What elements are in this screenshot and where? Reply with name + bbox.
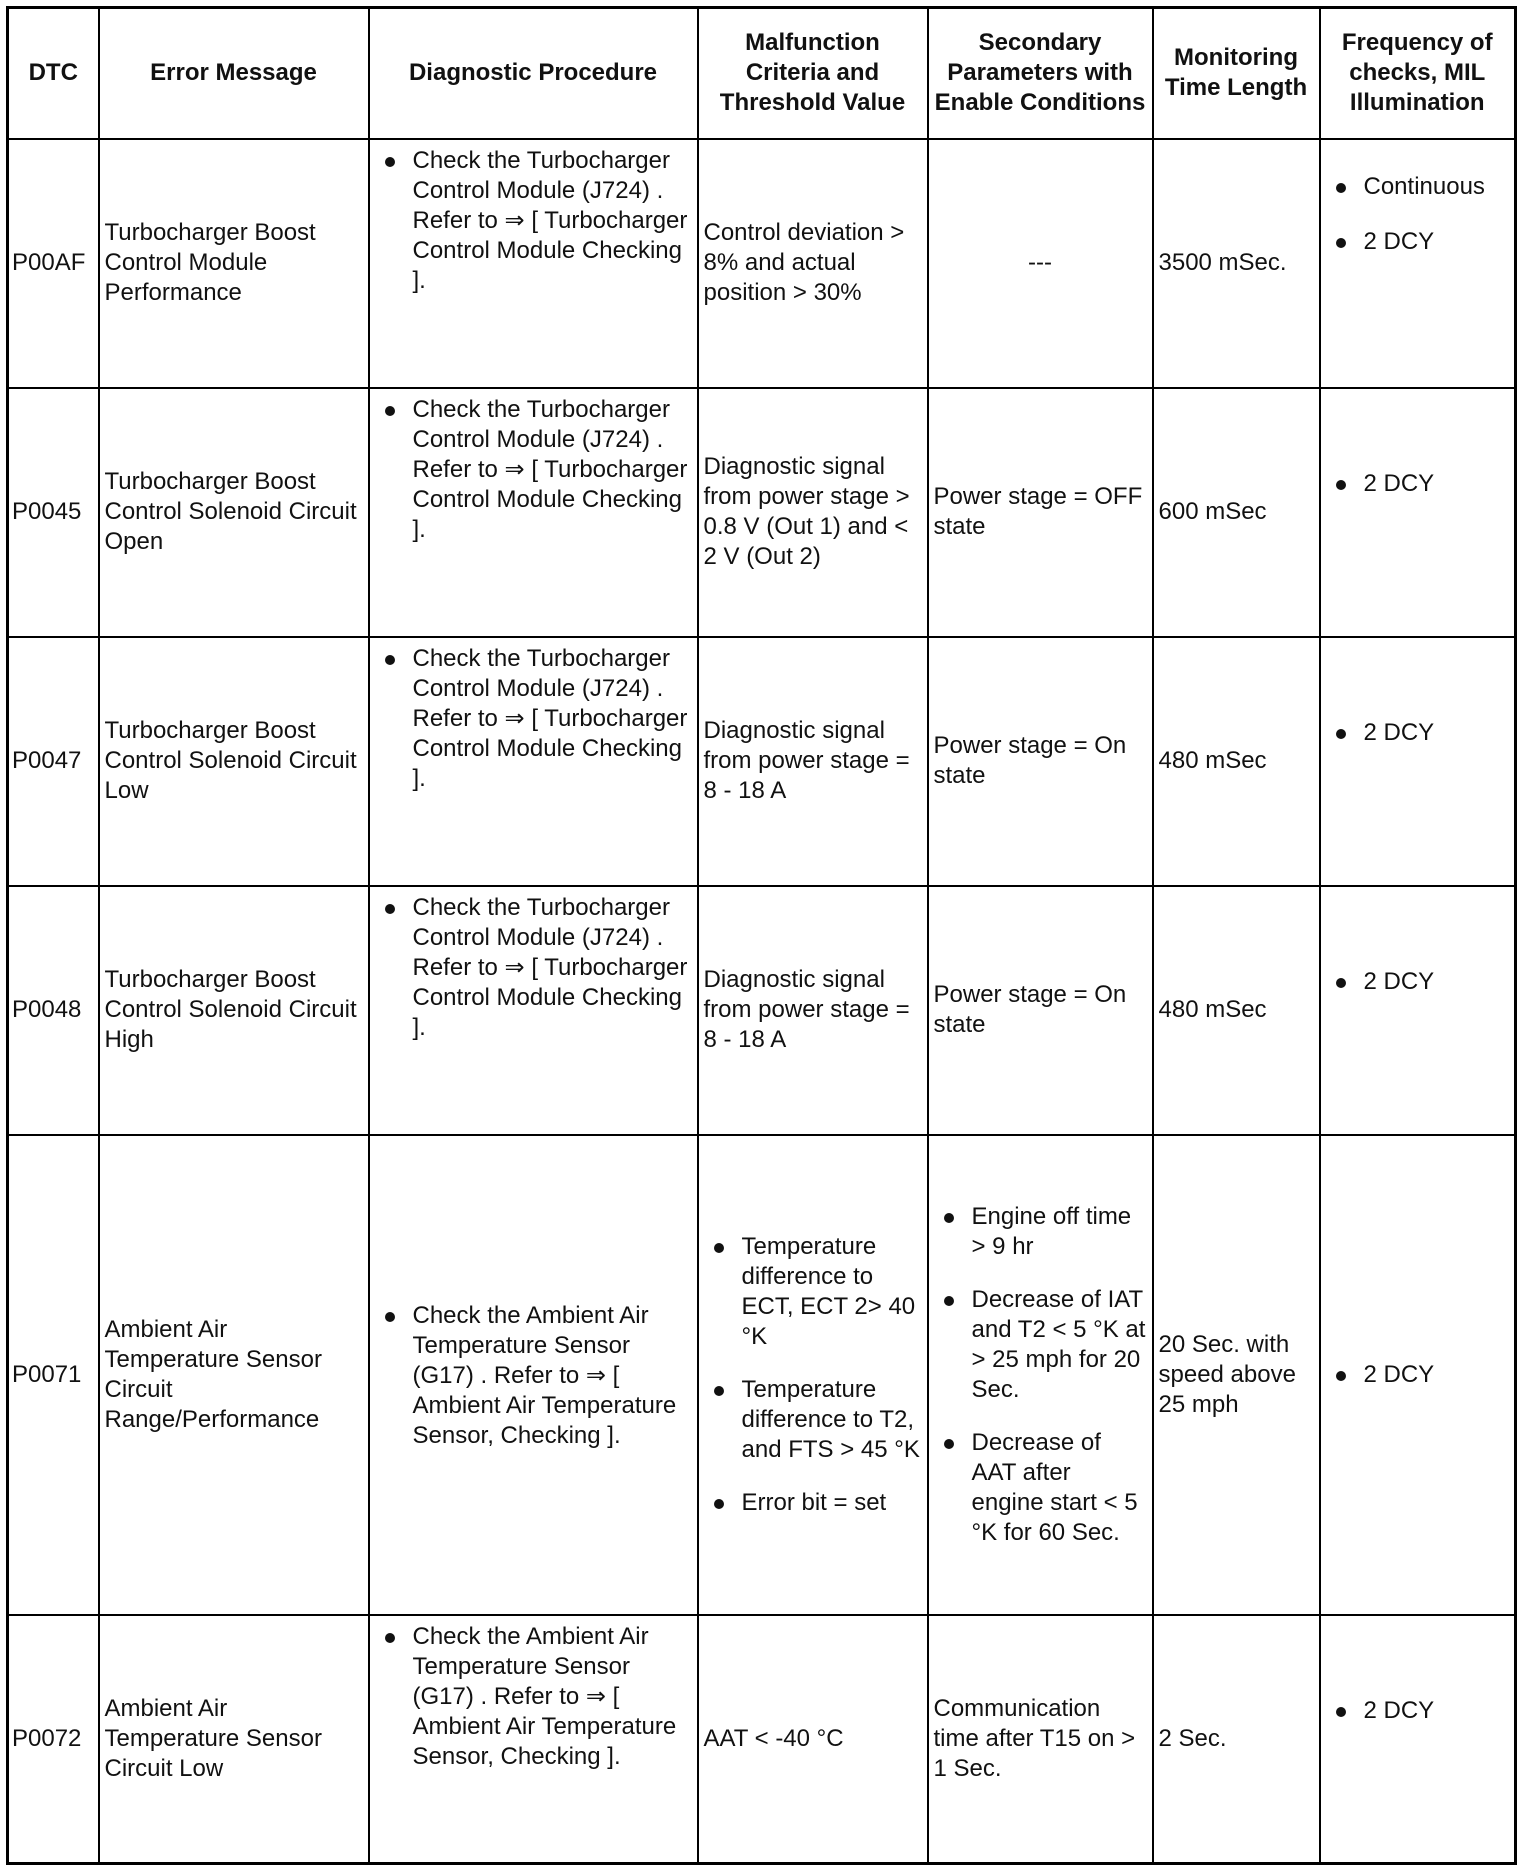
error-message: Turbocharger Boost Control Solenoid Circuit High: [99, 886, 369, 1135]
secondary-parameters: ---: [928, 139, 1153, 388]
dtc-code: P0045: [8, 388, 99, 637]
secondary-parameters: Power stage = OFF state: [928, 388, 1153, 637]
monitoring-time: 20 Sec. with speed above 25 mph: [1153, 1135, 1320, 1615]
secondary-item: Decrease of AAT after engine start < 5 °K for 60 Sec.: [934, 1428, 1147, 1548]
malfunction-criteria: AAT < -40 °C: [698, 1615, 928, 1864]
table-row: [8, 388, 1516, 637]
malfunction-criteria: Diagnostic signal from power stage = 8 - 18 A: [698, 637, 928, 886]
header-monitoring-time: Monitoring Time Length: [1153, 8, 1320, 139]
frequency: [1320, 388, 1516, 637]
frequency: [1320, 1135, 1516, 1615]
frequency-item: 2 DCY: [1326, 469, 1510, 499]
secondary-item: Engine off time > 9 hr: [934, 1202, 1147, 1262]
error-message: Ambient Air Temperature Sensor Circuit Range/Performance: [99, 1135, 369, 1615]
dtc-code: P0048: [8, 886, 99, 1135]
frequency-item: 2 DCY: [1326, 1696, 1510, 1726]
header-secondary-parameters: Secondary Parameters with Enable Conditions: [928, 8, 1153, 139]
dtc-code: P0047: [8, 637, 99, 886]
frequency-item: 2 DCY: [1326, 718, 1510, 748]
error-message: Turbocharger Boost Control Solenoid Circuit Open: [99, 388, 369, 637]
error-message: Turbocharger Boost Control Solenoid Circuit Low: [99, 637, 369, 886]
error-message: Ambient Air Temperature Sensor Circuit Low: [99, 1615, 369, 1864]
frequency: [1320, 139, 1516, 388]
diagnostic-procedure: [369, 1135, 698, 1615]
frequency-item: Continuous: [1326, 172, 1510, 202]
monitoring-time: 480 mSec: [1153, 637, 1320, 886]
diagnostic-procedure: [369, 637, 698, 886]
table-row: [8, 1615, 1516, 1864]
diagnostic-procedure: [369, 1615, 698, 1864]
procedure-item: Check the Turbocharger Control Module (J724) . Refer to ⇒ [ Turbocharger Control Module Checking ].: [375, 395, 692, 545]
monitoring-time: 600 mSec: [1153, 388, 1320, 637]
malfunction-criteria: [698, 1135, 928, 1615]
table-row: [8, 139, 1516, 388]
malfunction-item: Temperature difference to ECT, ECT 2> 40 °K: [704, 1232, 922, 1352]
malfunction-criteria: Diagnostic signal from power stage > 0.8 V (Out 1) and < 2 V (Out 2): [698, 388, 928, 637]
dtc-code: P0071: [8, 1135, 99, 1615]
frequency: [1320, 637, 1516, 886]
frequency-item: 2 DCY: [1326, 1360, 1510, 1390]
frequency-item: 2 DCY: [1326, 967, 1510, 997]
procedure-item: Check the Turbocharger Control Module (J724) . Refer to ⇒ [ Turbocharger Control Module Checking ].: [375, 893, 692, 1043]
diagnostic-procedure: [369, 886, 698, 1135]
header-error-message: Error Message: [99, 8, 369, 139]
monitoring-time: 480 mSec: [1153, 886, 1320, 1135]
diagnostic-procedure: [369, 139, 698, 388]
monitoring-time: 3500 mSec.: [1153, 139, 1320, 388]
malfunction-criteria: Control deviation > 8% and actual position > 30%: [698, 139, 928, 388]
procedure-item: Check the Ambient Air Temperature Sensor (G17) . Refer to ⇒ [ Ambient Air Temperature Sensor, Checking ].: [375, 1622, 692, 1772]
frequency: [1320, 1615, 1516, 1864]
dtc-table: [6, 6, 1517, 1865]
secondary-parameters: Power stage = On state: [928, 637, 1153, 886]
header-malfunction-criteria: Malfunction Criteria and Threshold Value: [698, 8, 928, 139]
header-diagnostic-procedure: Diagnostic Procedure: [369, 8, 698, 139]
monitoring-time: 2 Sec.: [1153, 1615, 1320, 1864]
secondary-parameters: Power stage = On state: [928, 886, 1153, 1135]
procedure-item: Check the Turbocharger Control Module (J724) . Refer to ⇒ [ Turbocharger Control Module Checking ].: [375, 644, 692, 794]
malfunction-item: Error bit = set: [704, 1488, 922, 1518]
frequency-item: 2 DCY: [1326, 227, 1510, 257]
secondary-parameters: [928, 1135, 1153, 1615]
diagnostic-procedure: [369, 388, 698, 637]
header-frequency: Frequency of checks, MIL Illumination: [1320, 8, 1516, 139]
secondary-item: Decrease of IAT and T2 < 5 °K at > 25 mph for 20 Sec.: [934, 1285, 1147, 1405]
header-row: [8, 8, 1516, 139]
procedure-item: Check the Ambient Air Temperature Sensor (G17) . Refer to ⇒ [ Ambient Air Temperature Sensor, Checking ].: [375, 1301, 692, 1451]
header-dtc: DTC: [8, 8, 99, 139]
malfunction-criteria: Diagnostic signal from power stage = 8 - 18 A: [698, 886, 928, 1135]
malfunction-item: Temperature difference to T2, and FTS > 45 °K: [704, 1375, 922, 1465]
table-row: [8, 637, 1516, 886]
frequency: [1320, 886, 1516, 1135]
error-message: Turbocharger Boost Control Module Performance: [99, 139, 369, 388]
dtc-code: P0072: [8, 1615, 99, 1864]
procedure-item: Check the Turbocharger Control Module (J724) . Refer to ⇒ [ Turbocharger Control Module Checking ].: [375, 146, 692, 296]
secondary-parameters: Communication time after T15 on > 1 Sec.: [928, 1615, 1153, 1864]
table-row: [8, 1135, 1516, 1615]
table-row: [8, 886, 1516, 1135]
dtc-code: P00AF: [8, 139, 99, 388]
